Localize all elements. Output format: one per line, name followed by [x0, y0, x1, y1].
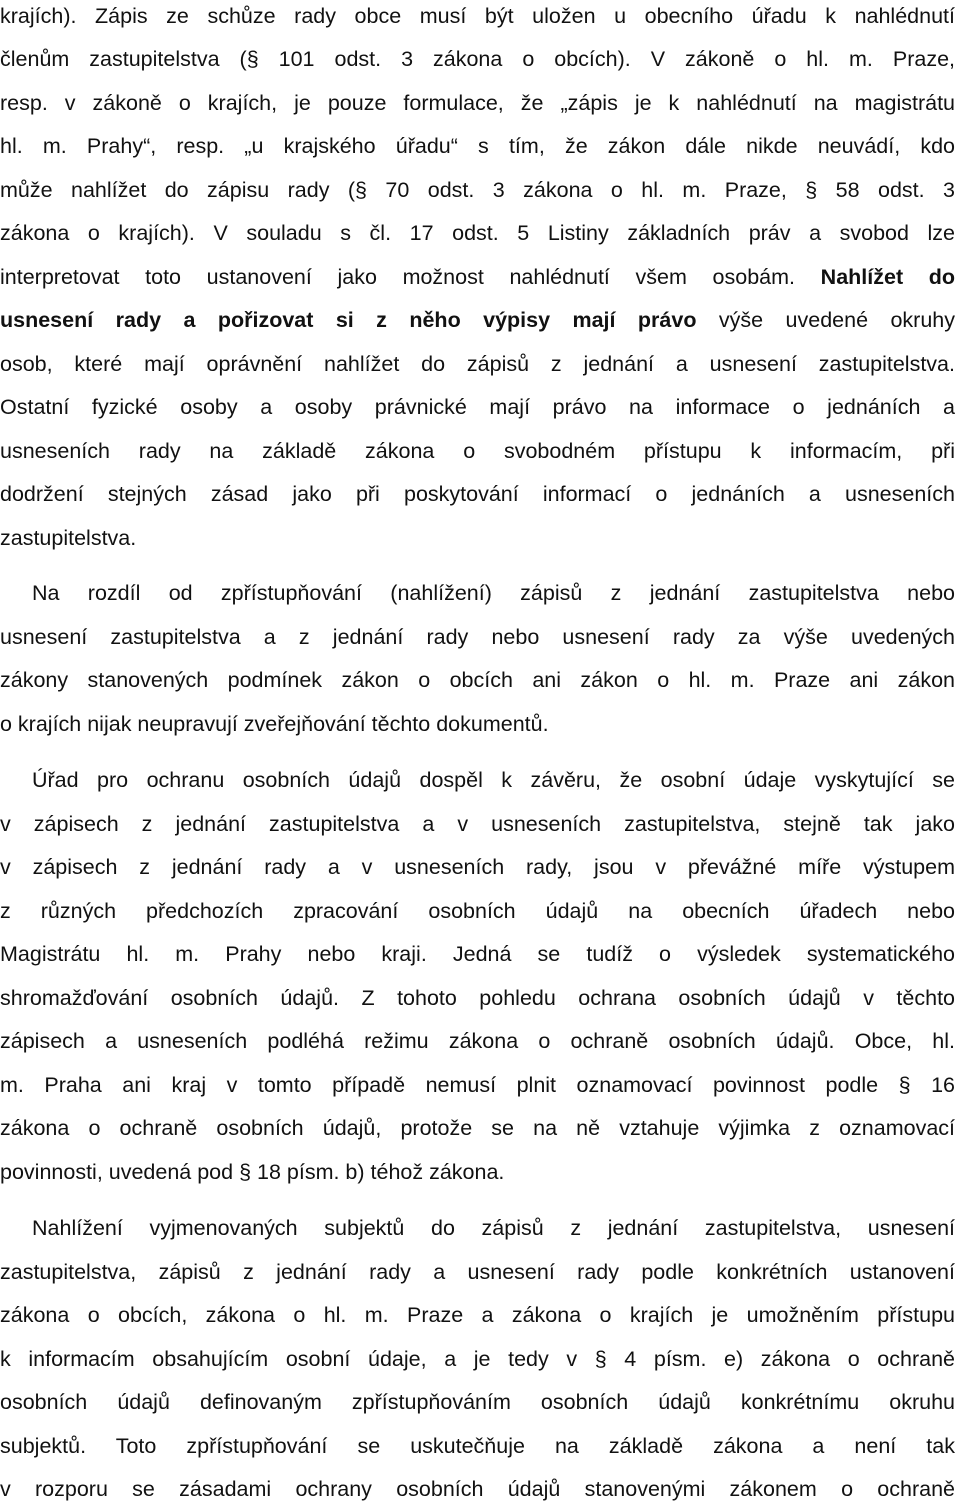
text-line: m. Praha ani kraj v tomto případě nemusí plnit oznamovací povinnost podle § 16 [0, 1073, 955, 1097]
text-line: zákona o ochraně osobních údajů, protože se na ně vztahuje výjimka z oznamovací [0, 1116, 955, 1140]
text-line: Nahlížení vyjmenovaných subjektů do zápisů z jednání zastupitelstva, usnesení [32, 1216, 955, 1240]
bold-text: Nahlížet do [820, 265, 956, 289]
text-segment: výše uvedené okruhy [718, 308, 955, 332]
text-line: usnesení zastupitelstva a z jednání rady nebo usnesení rady za výše uvedených [0, 625, 955, 649]
text-line: k informacím obsahujícím osobní údaje, a je tedy v § 4 písm. e) zákona o ochraně [0, 1347, 955, 1371]
text-line: zákony stanovených podmínek zákon o obcích ani zákon o hl. m. Praze ani zákon [0, 668, 955, 692]
text-line: hl. m. Prahy“, resp. „u krajského úřadu“ s tím, že zákon dále nikde neuvádí, kdo [0, 134, 955, 158]
text-line: zákona o obcích, zákona o hl. m. Praze a zákona o krajích je umožněním přístupu [0, 1303, 955, 1327]
text-line: Ostatní fyzické osoby a osoby právnické mají právo na informace o jednáních a [0, 395, 955, 419]
text-segment: interpretovat toto ustanovení jako možnost nahlédnutí všem osobám. [0, 265, 796, 289]
text-line: Na rozdíl od zpřístupňování (nahlížení) zápisů z jednání zastupitelstva nebo [32, 581, 955, 605]
text-line: zastupitelstva, zápisů z jednání rady a usnesení rady podle konkrétních ustanovení [0, 1260, 955, 1284]
text-line: zákona o krajích). V souladu s čl. 17 odst. 5 Listiny základních práv a svobod lze [0, 221, 955, 245]
text-line: osobních údajů definovaným zpřístupňováním osobních údajů konkrétnímu okruhu [0, 1390, 955, 1414]
text-line: shromažďování osobních údajů. Z tohoto pohledu ochrana osobních údajů v těchto [0, 986, 955, 1010]
text-line: členům zastupitelstva (§ 101 odst. 3 zákona o obcích). V zákoně o hl. m. Praze, [0, 47, 955, 71]
text-line: zastupitelstva. [0, 526, 137, 550]
text-line: Úřad pro ochranu osobních údajů dospěl k závěru, že osobní údaje vyskytující se [32, 768, 955, 792]
bold-text: usnesení rady a pořizovat si z něho výpisy mají právo [0, 308, 697, 332]
text-line: usneseních rady na základě zákona o svobodném přístupu k informacím, při [0, 439, 955, 463]
text-line: dodržení stejných zásad jako při poskytování informací o jednáních a usneseních [0, 482, 955, 506]
text-line: povinnosti, uvedená pod § 18 písm. b) téhož zákona. [0, 1160, 505, 1184]
text-line: subjektů. Toto zpřístupňování se uskutečňuje na základě zákona a není tak [0, 1434, 955, 1458]
text-line: v zápisech z jednání rady a v usneseních rady, jsou v převážné míře výstupem [0, 855, 955, 879]
text-line: o krajích nijak neupravují zveřejňování těchto dokumentů. [0, 712, 549, 736]
text-line: osob, které mají oprávnění nahlížet do zápisů z jednání a usnesení zastupitelstva. [0, 352, 955, 376]
text-line: zápisech a usneseních podléhá režimu zákona o ochraně osobních údajů. Obce, hl. [0, 1029, 955, 1053]
text-line: může nahlížet do zápisu rady (§ 70 odst. 3 zákona o hl. m. Praze, § 58 odst. 3 [0, 178, 955, 202]
text-line: v rozporu se zásadami ochrany osobních údajů stanovenými zákonem o ochraně [0, 1477, 955, 1501]
text-line: resp. v zákoně o krajích, je pouze formulace, že „zápis je k nahlédnutí na magistrátu [0, 91, 955, 115]
text-line: z různých předchozích zpracování osobních údajů na obecních úřadech nebo [0, 899, 955, 923]
text-line [0, 264, 955, 290]
text-line [0, 307, 955, 333]
text-line: Magistrátu hl. m. Prahy nebo kraji. Jedná se tudíž o výsledek systematického [0, 942, 955, 966]
text-line: v zápisech z jednání zastupitelstva a v usneseních zastupitelstva, stejně tak jako [0, 812, 955, 836]
text-line: krajích). Zápis ze schůze rady obce musí být uložen u obecního úřadu k nahlédnutí [0, 4, 955, 28]
